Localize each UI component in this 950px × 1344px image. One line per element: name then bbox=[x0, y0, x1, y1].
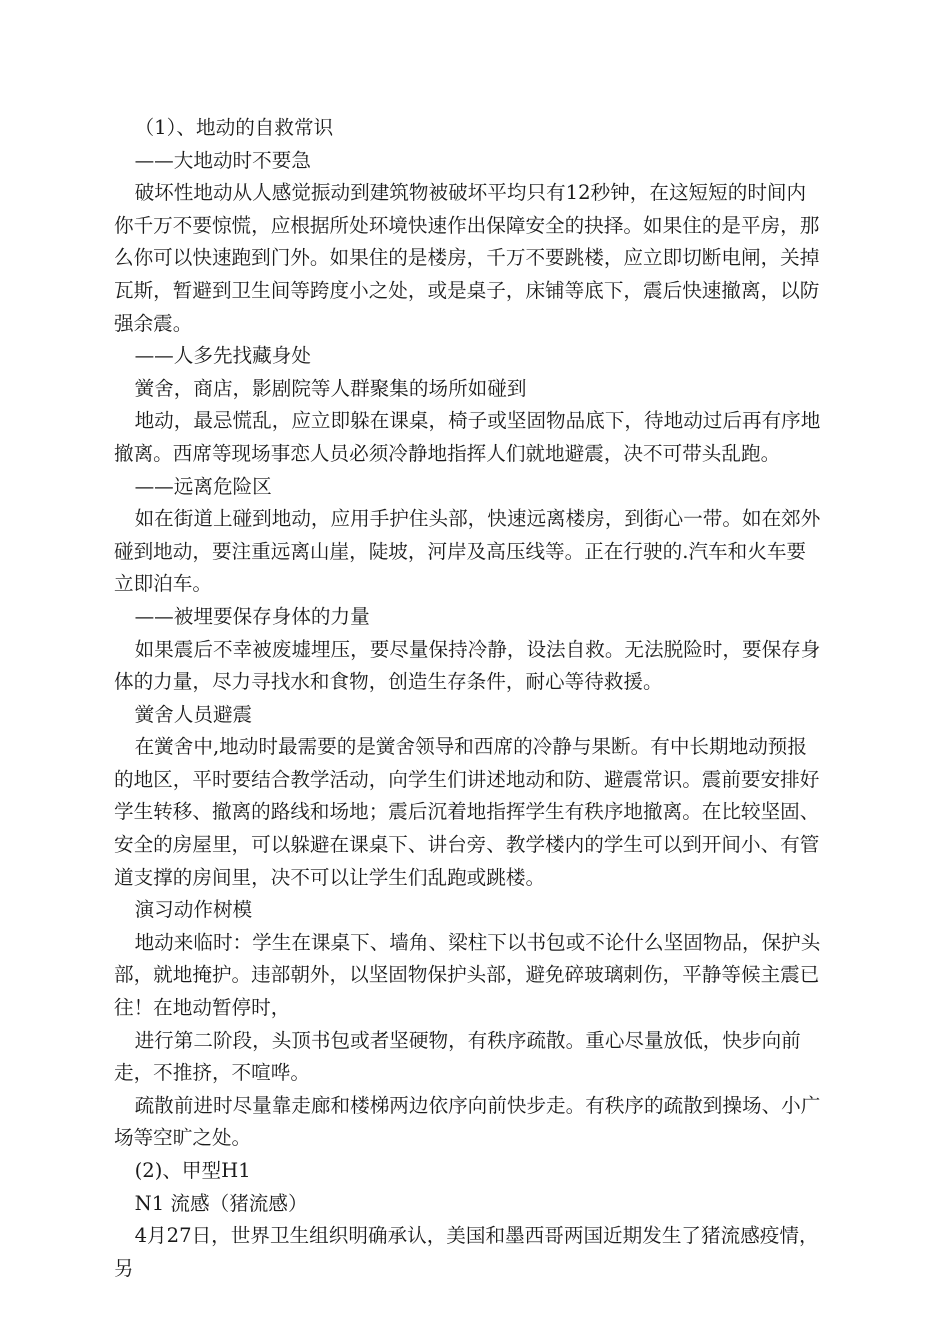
paragraph: 如在街道上碰到地动，应用手护住头部，快速远离楼房，到街心一带。如在郊外碰到地动，要注重远离山崖，陡坡，河岸及高压线等。正在行驶的.汽车和火车要立即泊车。 bbox=[114, 507, 821, 596]
section-heading: （1）、地动的自救常识 bbox=[134, 116, 334, 139]
section-heading-continued: N1 流感（猪流感） bbox=[134, 1191, 308, 1215]
subheading: 黉舍人员避震 bbox=[134, 702, 253, 726]
paragraph: 破坏性地动从人感觉振动到建筑物被破坏平均只有12秒钟，在这短短的时间内你千万不要惊慌，应根据所处环境快速作出保障安全的抉择。如果住的是平房，那么你可以快速跑到门外。如果住的是楼房，千万不要跳楼，应立即切断电闸，关掉瓦斯，暂避到卫生间等跨度小之处，或是桌子，床铺等底下，震后快速撤离，以防强余震。 bbox=[114, 181, 820, 335]
subheading: ——大地动时不要急 bbox=[134, 148, 311, 172]
document-body bbox=[114, 112, 824, 1285]
paragraph: 在黉舍中,地动时最需要的是黉舍领导和西席的冷静与果断。有中长期地动预报的地区，平时要结合教学活动，向学生们讲述地动和防、避震常识。震前要安排好学生转移、撤离的路线和场地；震后沉着地指挥学生有秩序地撤离。在比较坚固、安全的房屋里，可以躲避在课桌下、讲台旁、教学楼内的学生可以到开间小、有管道支撑的房间里，决不可以让学生们乱跑或跳楼。 bbox=[114, 735, 820, 889]
paragraph: 疏散前进时尽量靠走廊和楼梯两边依序向前快步走。有秩序的疏散到操场、小广场等空旷之处。 bbox=[114, 1093, 821, 1150]
paragraph: 进行第二阶段，头顶书包或者坚硬物，有秩序疏散。重心尽量放低，快步向前走，不推挤，不喧哗。 bbox=[114, 1028, 801, 1085]
paragraph: 地动来临时：学生在课桌下、墙角、梁柱下以书包或不论什么坚固物品，保护头部，就地掩护。违部朝外，以坚固物保护头部，避免碎玻璃刺伤，平静等候主震已往！在地动暂停时， bbox=[114, 930, 821, 1020]
paragraph: 4月27日，世界卫生组织明确承认，美国和墨西哥两国近期发生了猪流感疫情，另 bbox=[114, 1224, 819, 1280]
subheading: ——人多先找藏身处 bbox=[134, 344, 311, 368]
section-heading: (2)、甲型H1 bbox=[134, 1159, 251, 1182]
paragraph: 如果震后不幸被废墟埋压，要尽量保持冷静，设法自救。无法脱险时，要保存身体的力量，尽力寻找水和食物，创造生存条件，耐心等待救援。 bbox=[114, 637, 821, 694]
paragraph: 黉舍，商店，影剧院等人群聚集的场所如碰到 bbox=[134, 376, 527, 400]
subheading: ——被埋要保存身体的力量 bbox=[134, 604, 370, 628]
subheading: 演习动作树模 bbox=[134, 898, 253, 922]
paragraph: 地动，最忌慌乱，应立即躲在课桌，椅子或坚固物品底下，待地动过后再有序地撤离。西席等现场事恋人员必须冷静地指挥人们就地避震，决不可带头乱跑。 bbox=[114, 409, 821, 465]
subheading: ——远离危险区 bbox=[134, 474, 272, 498]
